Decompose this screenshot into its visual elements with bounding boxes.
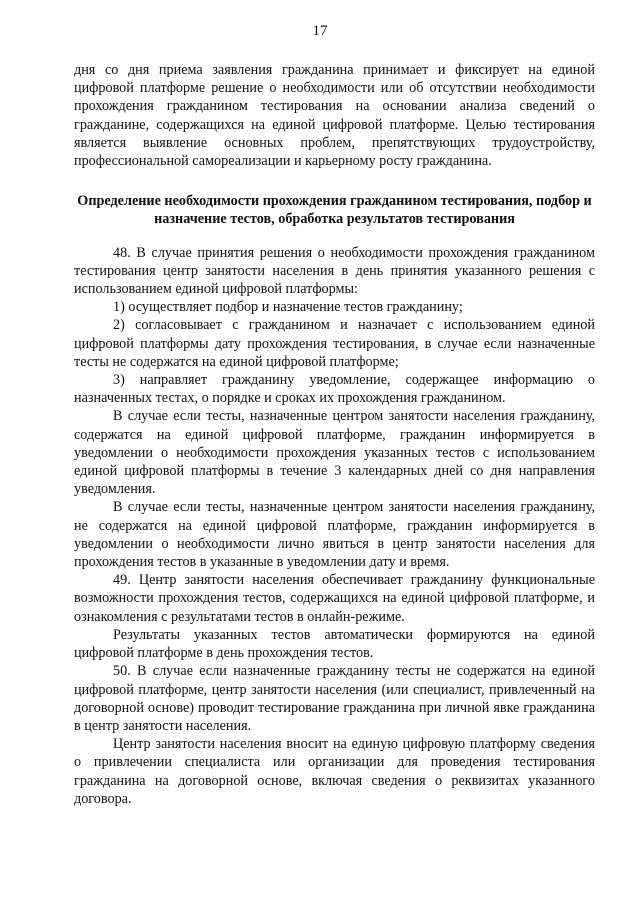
list-item-1: 1) осуществляет подбор и назначение тестов гражданину; (113, 299, 463, 316)
paragraph-contract-info: Центр занятости населения вносит на единую цифровую платформу сведения о привлечении специалиста или организации для проведения тестирования гражданина на договорной основе, включая сведения о реквизитах указанного договора. (74, 736, 595, 807)
page-number: 17 (312, 23, 328, 39)
list-item-2: 2) согласовывает с гражданином и назначает с использованием единой цифровой платформы дату прохождения тестирования, в случае если назначенные тесты не содержатся на единой цифровой платформе; (74, 317, 595, 370)
section-heading: Определение необходимости прохождения гражданином тестирования, подбор и назначение тестов, обработка результатов тестирования (77, 193, 592, 228)
paragraph-49: 49. Центр занятости населения обеспечивает гражданину функциональные возможности прохождения тестов, содержащихся на единой цифровой платформе, и ознакомления с результатами тестов в онлайн-режиме. (74, 572, 595, 625)
list-item-3: 3) направляет гражданину уведомление, содержащее информацию о назначенных тестах, о порядке и сроках их прохождения гражданином. (74, 372, 595, 407)
paragraph-tests-on-platform: В случае если тесты, назначенные центром занятости населения гражданину, содержатся на единой цифровой платформе, гражданин информируется в уведомлении о необходимости прохождения указанных тестов с использованием единой цифровой платформы в течение 3 календарных дней со дня направления уведомления. (74, 408, 595, 498)
paragraph-tests-not-on-platform: В случае если тесты, назначенные центром занятости населения гражданину, не содержатся на единой цифровой платформе, гражданин информируется в уведомлении о необходимости лично явиться в центр занятости населения для прохождения тестов в указанные в уведомлении дату и время. (74, 499, 595, 571)
document-body (74, 61, 595, 808)
paragraph-continuation: дня со дня приема заявления гражданина принимает и фиксирует на единой цифровой платформе решение о необходимости или об отсутствии необходимости прохождения гражданином тестирования на основании анализа сведений о гражданине, содержащихся на единой цифровой платформе. Целью тестирования является выявление основных проблем, препятствующих трудоустройству, профессиональной самореализации и карьерному росту гражданина. (74, 62, 595, 170)
paragraph-50: 50. В случае если назначенные гражданину тесты не содержатся на единой цифровой платформе, центр занятости населения (или специалист, привлеченный на договорной основе) проводит тестирование гражданина при личной явке гражданина в центр занятости населения. (74, 663, 595, 734)
paragraph-test-results: Результаты указанных тестов автоматически формируются на единой цифровой платформе в день прохождения тестов. (74, 626, 595, 662)
paragraph-48: 48. В случае принятия решения о необходимости прохождения гражданином тестирования центр занятости населения в день принятия указанного решения с использованием единой цифровой платформы: (74, 244, 595, 298)
